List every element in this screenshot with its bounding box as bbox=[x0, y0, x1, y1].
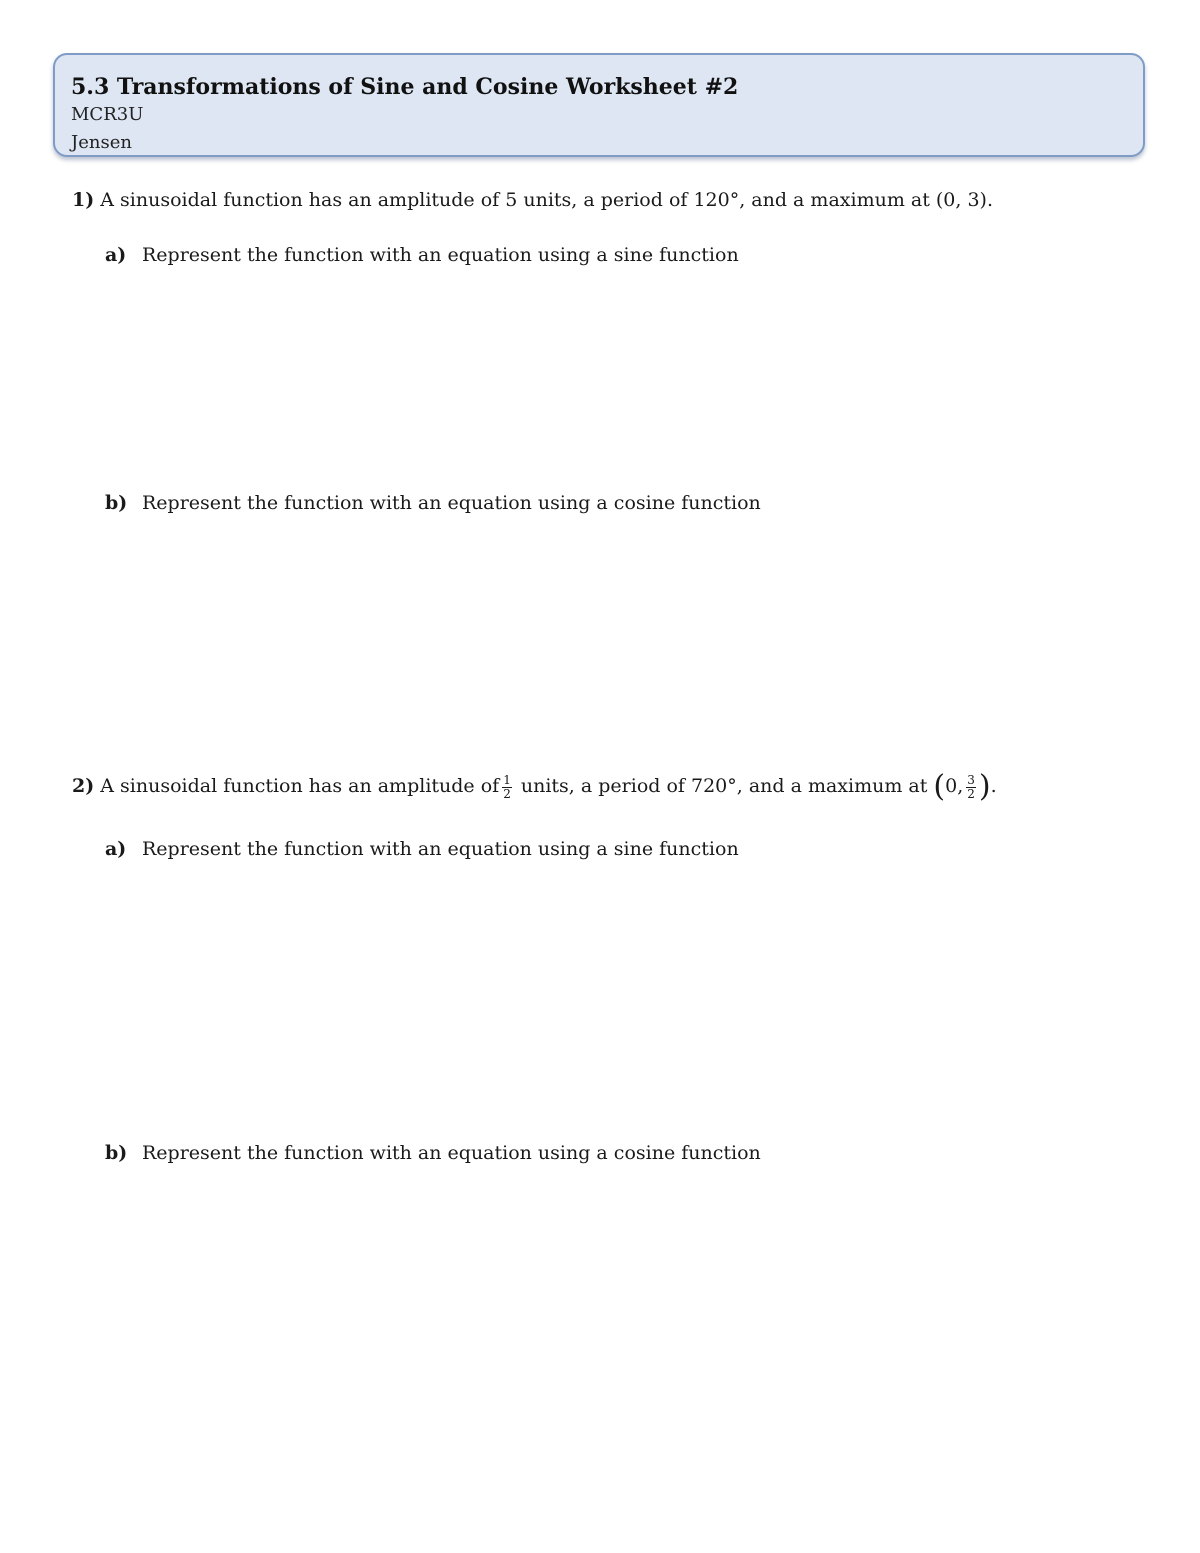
fraction-numerator: 3 bbox=[967, 772, 975, 787]
part-label: a) bbox=[105, 838, 127, 860]
question-2-part-b bbox=[105, 1139, 761, 1167]
open-paren: ( bbox=[933, 769, 946, 804]
max-y-fraction bbox=[966, 774, 976, 801]
part-label: b) bbox=[105, 1142, 128, 1164]
teacher-name: Jensen bbox=[71, 132, 132, 153]
fraction-denominator: 2 bbox=[503, 786, 511, 801]
end-punctuation: . bbox=[990, 775, 997, 797]
question-number: 1) bbox=[72, 189, 95, 211]
part-text: Represent the function with an equation using a sine function bbox=[142, 838, 739, 860]
question-text-start: A sinusoidal function has an amplitude of bbox=[100, 775, 500, 797]
question-1-part-b bbox=[105, 489, 761, 517]
close-paren: ) bbox=[978, 769, 991, 804]
page-title: 5.3 Transformations of Sine and Cosine Worksheet #2 bbox=[71, 74, 739, 100]
part-label: b) bbox=[105, 492, 128, 514]
question-1 bbox=[72, 186, 993, 214]
question-number: 2) bbox=[72, 775, 95, 797]
question-text: A sinusoidal function has an amplitude of 5 units, a period of 120°, and a maximum at (0, 3). bbox=[100, 189, 993, 211]
question-2 bbox=[72, 769, 997, 804]
question-1-part-a bbox=[105, 241, 739, 269]
part-text: Represent the function with an equation using a cosine function bbox=[142, 492, 761, 514]
part-label: a) bbox=[105, 244, 127, 266]
question-text-middle: units, a period of 720°, and a maximum at bbox=[520, 775, 928, 797]
question-2-part-a bbox=[105, 835, 739, 863]
fraction-numerator: 1 bbox=[503, 772, 511, 787]
fraction-denominator: 2 bbox=[967, 786, 975, 801]
max-x-value: 0, bbox=[945, 775, 964, 797]
part-text: Represent the function with an equation using a cosine function bbox=[142, 1142, 761, 1164]
worksheet-header bbox=[53, 53, 1145, 157]
course-code: MCR3U bbox=[71, 104, 144, 125]
amplitude-fraction bbox=[502, 774, 512, 801]
part-text: Represent the function with an equation using a sine function bbox=[142, 244, 739, 266]
